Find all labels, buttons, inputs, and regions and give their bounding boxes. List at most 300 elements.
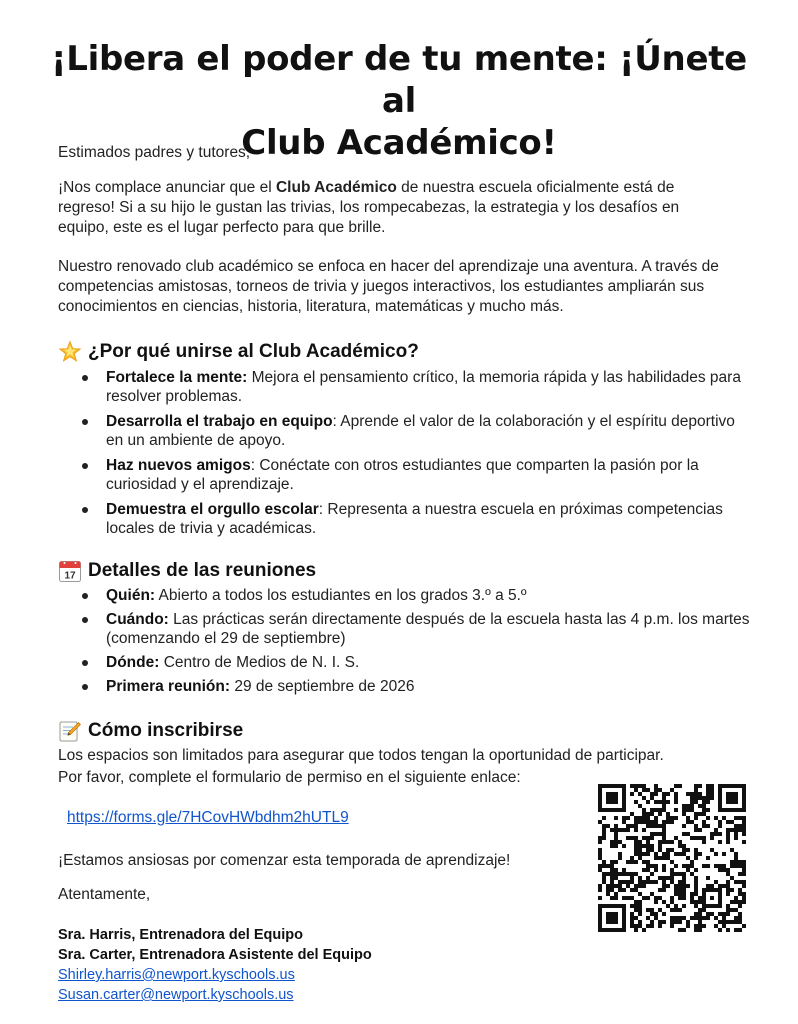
qr-module: [602, 836, 606, 840]
email-link-2[interactable]: Susan.carter@newport.kyschools.us: [58, 987, 294, 1003]
qr-module: [650, 848, 654, 852]
qr-module: [626, 880, 630, 884]
qr-module: [702, 908, 706, 912]
qr-module: [634, 788, 638, 792]
qr-module: [726, 928, 730, 932]
qr-module: [638, 848, 642, 852]
qr-module: [674, 816, 678, 820]
qr-module: [654, 868, 658, 872]
qr-module: [738, 892, 742, 896]
qr-module: [714, 904, 718, 908]
qr-module: [622, 796, 626, 800]
qr-module: [646, 864, 650, 868]
qr-module: [610, 840, 614, 844]
qr-module: [738, 916, 742, 920]
qr-module: [726, 840, 730, 844]
details-heading: [58, 559, 316, 583]
qr-module: [738, 900, 742, 904]
qr-module: [738, 928, 742, 932]
qr-module: [638, 852, 642, 856]
qr-module: [706, 784, 710, 788]
qr-module: [654, 816, 658, 820]
qr-module: [598, 836, 602, 840]
qr-module: [662, 900, 666, 904]
qr-module: [646, 924, 650, 928]
qr-module: [698, 920, 702, 924]
qr-module: [662, 920, 666, 924]
qr-module: [698, 924, 702, 928]
qr-module: [654, 880, 658, 884]
qr-module: [702, 864, 706, 868]
qr-module: [602, 808, 606, 812]
qr-module: [718, 824, 722, 828]
qr-module: [614, 784, 618, 788]
qr-module: [614, 872, 618, 876]
qr-module: [618, 904, 622, 908]
qr-module: [598, 924, 602, 928]
qr-module: [694, 824, 698, 828]
qr-module: [714, 832, 718, 836]
qr-module: [718, 788, 722, 792]
qr-module: [662, 880, 666, 884]
qr-module: [718, 888, 722, 892]
qr-module: [634, 784, 638, 788]
qr-module: [742, 816, 746, 820]
qr-module: [706, 816, 710, 820]
qr-module: [694, 916, 698, 920]
qr-module: [690, 896, 694, 900]
qr-module: [682, 892, 686, 896]
qr-module: [630, 920, 634, 924]
qr-module: [598, 884, 602, 888]
qr-module: [606, 904, 610, 908]
qr-module: [738, 880, 742, 884]
qr-module: [650, 924, 654, 928]
qr-module: [730, 784, 734, 788]
qr-module: [670, 880, 674, 884]
qr-module: [714, 888, 718, 892]
qr-module: [598, 784, 602, 788]
qr-module: [718, 800, 722, 804]
qr-module: [714, 916, 718, 920]
qr-module: [674, 808, 678, 812]
qr-module: [654, 916, 658, 920]
qr-module: [610, 860, 614, 864]
qr-module: [690, 864, 694, 868]
qr-module: [662, 912, 666, 916]
qr-module: [614, 844, 618, 848]
qr-module: [618, 840, 622, 844]
qr-module: [630, 880, 634, 884]
qr-module: [598, 928, 602, 932]
qr-module: [694, 884, 698, 888]
qr-module: [734, 828, 738, 832]
qr-module: [714, 816, 718, 820]
qr-module: [602, 928, 606, 932]
qr-module: [670, 788, 674, 792]
qr-module: [694, 852, 698, 856]
qr-module: [622, 868, 626, 872]
list-item: [82, 586, 752, 605]
qr-module: [602, 864, 606, 868]
qr-module: [630, 896, 634, 900]
qr-module: [614, 884, 618, 888]
qr-module: [614, 816, 618, 820]
qr-module: [614, 836, 618, 840]
qr-module: [726, 836, 730, 840]
qr-module: [598, 808, 602, 812]
qr-module: [646, 820, 650, 824]
qr-module: [622, 804, 626, 808]
qr-module: [598, 912, 602, 916]
qr-module: [730, 796, 734, 800]
qr-module: [742, 828, 746, 832]
qr-module: [726, 800, 730, 804]
qr-module: [690, 808, 694, 812]
qr-module: [674, 892, 678, 896]
qr-module: [730, 900, 734, 904]
qr-module: [614, 904, 618, 908]
qr-module: [662, 832, 666, 836]
qr-module: [722, 808, 726, 812]
qr-module: [682, 888, 686, 892]
qr-module: [638, 816, 642, 820]
qr-module: [694, 800, 698, 804]
qr-module: [738, 888, 742, 892]
qr-module: [598, 856, 602, 860]
qr-module: [678, 840, 682, 844]
qr-module: [614, 840, 618, 844]
list-item: [82, 368, 752, 406]
qr-module: [662, 888, 666, 892]
why-heading: [58, 340, 419, 364]
qr-module: [630, 856, 634, 860]
qr-module: [702, 824, 706, 828]
qr-module: [710, 836, 714, 840]
qr-module: [638, 804, 642, 808]
qr-module: [614, 876, 618, 880]
qr-module: [662, 820, 666, 824]
qr-module: [670, 820, 674, 824]
qr-module: [646, 908, 650, 912]
qr-module: [702, 812, 706, 816]
qr-module: [602, 904, 606, 908]
qr-module: [658, 888, 662, 892]
qr-module: [678, 892, 682, 896]
qr-module: [694, 912, 698, 916]
qr-module: [686, 792, 690, 796]
qr-module: [622, 816, 626, 820]
qr-module: [702, 808, 706, 812]
qr-module: [726, 796, 730, 800]
qr-module: [674, 836, 678, 840]
qr-module: [734, 928, 738, 932]
qr-module: [670, 900, 674, 904]
qr-module: [742, 784, 746, 788]
qr-module: [618, 856, 622, 860]
qr-module: [634, 860, 638, 864]
qr-module: [606, 916, 610, 920]
qr-module: [726, 904, 730, 908]
qr-module: [638, 892, 642, 896]
qr-module: [650, 880, 654, 884]
qr-module: [662, 876, 666, 880]
qr-module: [598, 840, 602, 844]
qr-module: [630, 924, 634, 928]
qr-module: [738, 860, 742, 864]
list-item-label: Quién:: [106, 587, 156, 604]
list-item-label: Desarrolla el trabajo en equipo: [106, 413, 333, 430]
qr-module: [642, 880, 646, 884]
qr-module: [734, 864, 738, 868]
qr-module: [642, 884, 646, 888]
qr-module: [642, 784, 646, 788]
qr-module: [646, 840, 650, 844]
qr-module: [682, 884, 686, 888]
qr-module: [634, 824, 638, 828]
qr-module: [742, 824, 746, 828]
qr-module: [730, 792, 734, 796]
qr-module: [658, 844, 662, 848]
qr-module: [646, 800, 650, 804]
list-item: [82, 412, 752, 450]
qr-module: [630, 792, 634, 796]
qr-module: [730, 876, 734, 880]
qr-module: [706, 904, 710, 908]
qr-module: [742, 900, 746, 904]
qr-module: [698, 916, 702, 920]
qr-module: [638, 884, 642, 888]
qr-module: [710, 896, 714, 900]
qr-module: [702, 896, 706, 900]
qr-module: [634, 844, 638, 848]
qr-module: [682, 880, 686, 884]
qr-module: [706, 884, 710, 888]
qr-module: [710, 784, 714, 788]
qr-module: [722, 924, 726, 928]
qr-module: [698, 792, 702, 796]
qr-module: [686, 832, 690, 836]
qr-module: [738, 904, 742, 908]
qr-module: [738, 872, 742, 876]
qr-module: [622, 788, 626, 792]
qr-module: [602, 876, 606, 880]
qr-module: [650, 872, 654, 876]
qr-module: [658, 840, 662, 844]
signup-heading: [58, 719, 243, 743]
qr-module: [678, 844, 682, 848]
qr-module: [622, 912, 626, 916]
qr-module: [642, 844, 646, 848]
email-link-1[interactable]: Shirley.harris@newport.kyschools.us: [58, 967, 295, 983]
qr-module: [682, 844, 686, 848]
qr-module: [598, 788, 602, 792]
qr-module: [618, 884, 622, 888]
qr-module: [682, 916, 686, 920]
list-item-label: Fortalece la mente:: [106, 369, 248, 386]
qr-module: [694, 928, 698, 932]
qr-module: [622, 880, 626, 884]
qr-module: [698, 836, 702, 840]
memo-icon: [58, 719, 82, 743]
qr-module: [602, 828, 606, 832]
qr-module: [662, 808, 666, 812]
qr-module: [710, 832, 714, 836]
qr-module: [606, 872, 610, 876]
qr-module: [670, 924, 674, 928]
qr-module: [606, 912, 610, 916]
qr-module: [726, 792, 730, 796]
qr-module: [726, 888, 730, 892]
qr-module: [626, 884, 630, 888]
qr-module: [710, 888, 714, 892]
qr-module: [674, 916, 678, 920]
qr-module: [714, 828, 718, 832]
qr-module: [638, 908, 642, 912]
qr-module: [662, 800, 666, 804]
eager-message: ¡Estamos ansiosas por comenzar esta temporada de aprendizaje!: [58, 852, 511, 869]
qr-module: [714, 864, 718, 868]
qr-module: [638, 920, 642, 924]
qr-module: [610, 808, 614, 812]
qr-module: [658, 824, 662, 828]
qr-module: [610, 844, 614, 848]
qr-module: [674, 792, 678, 796]
qr-module: [742, 884, 746, 888]
intro-text-post: de nuestra escuela oficialmente está de regreso! Si a su hijo le gustan las trivias, los rompecabezas, la estrategia y los desafíos en equipo, este es el lugar perfecto para que brille.: [58, 179, 680, 236]
qr-module: [730, 800, 734, 804]
qr-module: [734, 896, 738, 900]
qr-module: [610, 864, 614, 868]
qr-module: [666, 904, 670, 908]
qr-module: [702, 924, 706, 928]
qr-module: [622, 808, 626, 812]
qr-module: [734, 880, 738, 884]
club-name-bold: Club Académico: [275, 179, 397, 196]
qr-module: [626, 860, 630, 864]
qr-module: [634, 840, 638, 844]
signup-text-line-1: Los espacios son limitados para asegurar que todos tengan la oportunidad de participar.: [58, 747, 664, 764]
qr-module: [738, 816, 742, 820]
qr-module: [618, 828, 622, 832]
qr-module: [634, 820, 638, 824]
qr-module: [742, 832, 746, 836]
qr-module: [738, 920, 742, 924]
qr-module: [610, 888, 614, 892]
qr-module: [602, 872, 606, 876]
details-heading-text: Detalles de las reuniones: [88, 560, 317, 581]
qr-module: [662, 856, 666, 860]
qr-module: [634, 800, 638, 804]
qr-module: [706, 888, 710, 892]
qr-module: [698, 908, 702, 912]
qr-module: [706, 864, 710, 868]
qr-module: [654, 900, 658, 904]
qr-module: [706, 796, 710, 800]
signature-block: [58, 925, 372, 1005]
qr-module: [662, 864, 666, 868]
qr-module: [654, 792, 658, 796]
calendar-icon: [58, 559, 82, 583]
qr-module: [622, 916, 626, 920]
qr-module: [646, 860, 650, 864]
permission-form-link[interactable]: https://forms.gle/7HCovHWbdhm2hUTL9: [67, 809, 349, 826]
qr-module: [630, 876, 634, 880]
qr-module: [730, 908, 734, 912]
qr-module: [674, 864, 678, 868]
qr-module: [674, 904, 678, 908]
qr-module: [666, 812, 670, 816]
qr-module: [682, 872, 686, 876]
qr-module: [606, 796, 610, 800]
list-item-text: 29 de septiembre de 2026: [230, 678, 415, 695]
qr-module: [634, 828, 638, 832]
intro-text-pre: ¡Nos complace anunciar que el: [58, 179, 276, 196]
qr-module: [606, 824, 610, 828]
qr-module: [694, 876, 698, 880]
qr-module: [718, 796, 722, 800]
qr-module: [670, 908, 674, 912]
qr-module: [734, 852, 738, 856]
qr-module: [610, 868, 614, 872]
qr-module: [678, 784, 682, 788]
qr-module: [674, 796, 678, 800]
qr-module: [598, 908, 602, 912]
qr-module: [602, 860, 606, 864]
qr-module: [642, 816, 646, 820]
qr-module: [686, 816, 690, 820]
qr-module: [670, 860, 674, 864]
qr-module: [742, 820, 746, 824]
qr-module: [646, 824, 650, 828]
qr-module: [658, 876, 662, 880]
qr-module: [722, 784, 726, 788]
qr-module: [694, 924, 698, 928]
qr-module: [622, 792, 626, 796]
qr-module: [654, 784, 658, 788]
qr-module: [682, 848, 686, 852]
qr-module: [734, 856, 738, 860]
signup-text-line-2: Por favor, complete el formulario de permiso en el siguiente enlace:: [58, 769, 521, 786]
qr-module: [662, 824, 666, 828]
qr-module: [726, 880, 730, 884]
qr-module: [666, 800, 670, 804]
qr-module: [738, 784, 742, 788]
qr-module: [678, 928, 682, 932]
qr-module: [614, 928, 618, 932]
qr-module: [706, 792, 710, 796]
qr-module: [646, 880, 650, 884]
qr-module: [694, 868, 698, 872]
qr-module: [690, 796, 694, 800]
qr-module: [666, 852, 670, 856]
qr-module: [678, 920, 682, 924]
qr-module: [674, 908, 678, 912]
qr-module: [622, 872, 626, 876]
qr-module: [738, 864, 742, 868]
qr-code-icon[interactable]: [598, 784, 746, 932]
qr-module: [610, 896, 614, 900]
qr-module: [630, 836, 634, 840]
qr-module: [694, 796, 698, 800]
qr-module: [730, 820, 734, 824]
qr-module: [698, 900, 702, 904]
qr-module: [706, 912, 710, 916]
qr-module: [690, 792, 694, 796]
qr-module: [726, 884, 730, 888]
qr-module: [614, 824, 618, 828]
qr-module: [658, 920, 662, 924]
